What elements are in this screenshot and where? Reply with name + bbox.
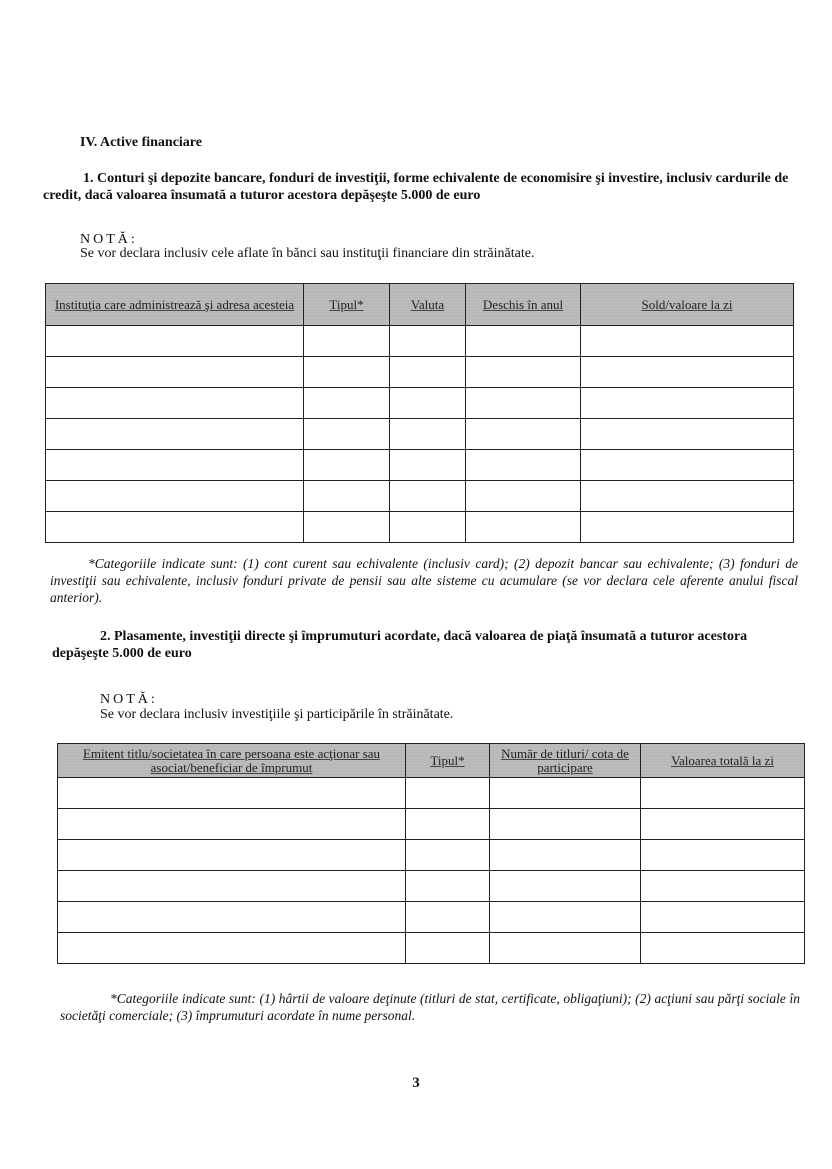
table-row xyxy=(58,840,805,871)
table-cell[interactable] xyxy=(406,933,490,964)
table-cell[interactable] xyxy=(58,871,406,902)
table-cell[interactable] xyxy=(390,481,466,512)
table-cell[interactable] xyxy=(58,933,406,964)
header-cell: Număr de titluri/ cota de participare xyxy=(490,744,641,778)
table-cell[interactable] xyxy=(581,388,794,419)
part1-nota-label: NOTĂ: xyxy=(80,232,138,247)
table-cell[interactable] xyxy=(641,902,805,933)
table-cell[interactable] xyxy=(406,902,490,933)
table-row xyxy=(46,357,794,388)
table-cell[interactable] xyxy=(390,357,466,388)
table-cell[interactable] xyxy=(406,871,490,902)
table-cell[interactable] xyxy=(466,326,581,357)
table-cell[interactable] xyxy=(466,357,581,388)
table-cell[interactable] xyxy=(466,419,581,450)
table-cell[interactable] xyxy=(304,481,390,512)
header-cell: Deschis în anul xyxy=(466,284,581,326)
header-cell: Valoarea totală la zi xyxy=(641,744,805,778)
table-cell[interactable] xyxy=(581,357,794,388)
accounts-table-header xyxy=(46,284,794,326)
table-cell[interactable] xyxy=(304,388,390,419)
table-cell[interactable] xyxy=(581,512,794,543)
investments-table-header xyxy=(58,744,805,778)
header-cell: Emitent titlu/societatea în care persoana este acţionar sau asociat/beneficiar de împrumut xyxy=(58,744,406,778)
table-cell[interactable] xyxy=(466,512,581,543)
table-cell[interactable] xyxy=(641,809,805,840)
table-cell[interactable] xyxy=(490,902,641,933)
page-number: 3 xyxy=(412,1075,420,1091)
table-cell[interactable] xyxy=(46,357,304,388)
table-cell[interactable] xyxy=(466,450,581,481)
part2-heading: 2. Plasamente, investiţii directe şi împrumuturi acordate, dacă valoarea de piaţă însumată a tuturor acestora depăşeşte 5.000 de euro xyxy=(52,629,748,661)
part2-nota-text: Se vor declara inclusiv investiţiile şi participările în străinătate. xyxy=(100,707,454,722)
part2-footnote: *Categoriile indicate sunt: (1) hârtii de valoare deţinute (titluri de stat, certificate, obligaţiuni); (2) acţiuni sau părţi sociale în societăţi comerciale; (3) împrumuturi acordate în nume personal. xyxy=(60,991,800,1023)
table-cell[interactable] xyxy=(490,933,641,964)
table-cell[interactable] xyxy=(58,902,406,933)
table-row xyxy=(46,512,794,543)
table-cell[interactable] xyxy=(641,871,805,902)
header-cell: Valuta xyxy=(390,284,466,326)
table-cell[interactable] xyxy=(581,450,794,481)
table-cell[interactable] xyxy=(390,512,466,543)
table-cell[interactable] xyxy=(304,419,390,450)
table-cell[interactable] xyxy=(406,778,490,809)
table-cell[interactable] xyxy=(490,871,641,902)
table-cell[interactable] xyxy=(490,809,641,840)
part2-nota-label: NOTĂ: xyxy=(100,692,158,707)
table-row xyxy=(46,481,794,512)
table-row xyxy=(58,902,805,933)
header-cell: Tipul* xyxy=(406,744,490,778)
part1-heading: 1. Conturi şi depozite bancare, fonduri de investiţii, forme echivalente de economisire şi investire, inclusiv cardurile de credit, dacă valoarea însumată a tuturor acestora depăşeşte 5.000 de euro xyxy=(43,171,789,203)
table-cell[interactable] xyxy=(581,419,794,450)
table-cell[interactable] xyxy=(466,388,581,419)
table-cell[interactable] xyxy=(641,933,805,964)
table-cell[interactable] xyxy=(46,326,304,357)
table-cell[interactable] xyxy=(58,778,406,809)
table-row xyxy=(46,388,794,419)
table-cell[interactable] xyxy=(46,481,304,512)
table-row xyxy=(58,809,805,840)
table-cell[interactable] xyxy=(406,809,490,840)
table-cell[interactable] xyxy=(304,357,390,388)
table-cell[interactable] xyxy=(304,450,390,481)
header-cell: Tipul* xyxy=(304,284,390,326)
table-cell[interactable] xyxy=(581,481,794,512)
table-cell[interactable] xyxy=(390,388,466,419)
table-cell[interactable] xyxy=(490,778,641,809)
table-cell[interactable] xyxy=(641,778,805,809)
table-row xyxy=(58,871,805,902)
investments-table xyxy=(57,743,805,964)
section-title: IV. Active financiare xyxy=(80,135,202,150)
table-row xyxy=(46,419,794,450)
table-cell[interactable] xyxy=(641,840,805,871)
table-cell[interactable] xyxy=(406,840,490,871)
table-cell[interactable] xyxy=(581,326,794,357)
table-row xyxy=(58,933,805,964)
table-row xyxy=(46,326,794,357)
table-cell[interactable] xyxy=(46,419,304,450)
table-cell[interactable] xyxy=(58,840,406,871)
part1-footnote: *Categoriile indicate sunt: (1) cont curent sau echivalente (inclusiv card); (2) depozit bancar sau echivalente; (3) fonduri de investiţii sau echivalente, inclusiv fonduri private de pensii sau alte sisteme cu acumulare (se vor declara cele aferente anului fiscal anterior). xyxy=(50,556,798,605)
table-cell[interactable] xyxy=(390,326,466,357)
table-cell[interactable] xyxy=(390,450,466,481)
table-cell[interactable] xyxy=(46,512,304,543)
table-cell[interactable] xyxy=(58,809,406,840)
table-row xyxy=(58,778,805,809)
table-cell[interactable] xyxy=(490,840,641,871)
table-cell[interactable] xyxy=(304,326,390,357)
table-cell[interactable] xyxy=(304,512,390,543)
table-cell[interactable] xyxy=(46,388,304,419)
header-cell: Instituţia care administrează şi adresa acesteia xyxy=(46,284,304,326)
table-row xyxy=(46,450,794,481)
accounts-table xyxy=(45,283,794,543)
part1-nota-text: Se vor declara inclusiv cele aflate în bănci sau instituţii financiare din străinătate. xyxy=(80,246,535,261)
table-cell[interactable] xyxy=(466,481,581,512)
header-cell: Sold/valoare la zi xyxy=(581,284,794,326)
table-cell[interactable] xyxy=(390,419,466,450)
table-cell[interactable] xyxy=(46,450,304,481)
